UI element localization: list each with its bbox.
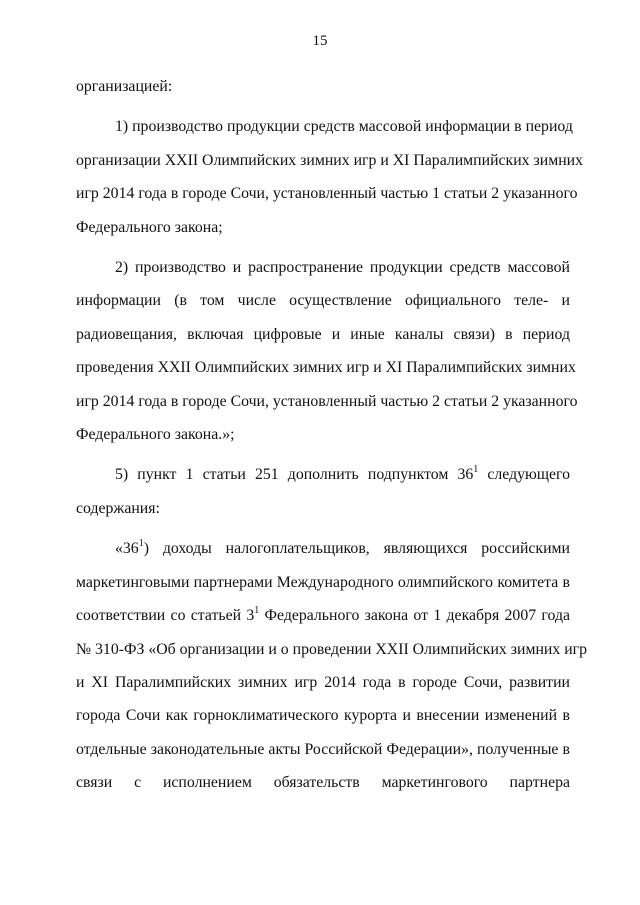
superscript: 1 <box>138 538 144 550</box>
text-fragment: «36 <box>115 540 139 558</box>
text-line: 2) производство и распространение продукции средств массовой <box>115 259 570 277</box>
text-line: радиовещания, включая цифровые и иные каналы связи) в период <box>76 325 570 343</box>
text-line: города Сочи как горноклиматического курорта и внесении изменений в <box>76 707 570 725</box>
text-line <box>76 599 570 632</box>
text-line: Федерального закона; <box>76 218 223 236</box>
text-line: информации (в том числе осуществление официального теле- и <box>76 292 570 310</box>
text-fragment: 5) пункт 1 статьи 251 дополнить подпунктом 36 <box>115 466 474 484</box>
item-2-paragraph <box>76 251 578 451</box>
superscript: 1 <box>473 464 479 476</box>
text-line: № 310-ФЗ «Об организации и о проведении XXII Олимпийских зимних игр <box>76 640 588 658</box>
text-line: игр 2014 года в городе Сочи, установленный частью 1 статьи 2 указанного <box>76 185 578 203</box>
item-5-paragraph <box>76 458 570 525</box>
text-line <box>76 458 570 491</box>
text-fragment: Федерального закона от 1 декабря 2007 года <box>259 607 570 625</box>
text-line: проведения XXII Олимпийских зимних игр и XI Паралимпийских зимних <box>76 359 576 377</box>
superscript: 1 <box>254 604 260 616</box>
item-1-paragraph <box>76 110 584 244</box>
text-fragment: следующего <box>478 466 570 484</box>
document-body <box>76 70 588 800</box>
page-number: 15 <box>312 33 328 49</box>
text-fragment: соответствии со статьей 3 <box>76 607 255 625</box>
text-line: связи с исполнением обязательств маркетингового партнера <box>76 774 570 792</box>
text-line: 1) производство продукции средств массовой информации в период <box>115 118 573 136</box>
text-line: организацией: <box>76 78 173 95</box>
text-line: отдельные законодательные акты Российской Федерации», полученные в <box>76 740 570 758</box>
text-line: и XI Паралимпийских зимних игр 2014 года в городе Сочи, развитии <box>76 673 570 691</box>
text-line: содержания: <box>76 499 160 517</box>
intro-paragraph <box>76 70 570 103</box>
subpoint-36-paragraph <box>76 532 588 799</box>
text-line: маркетинговыми партнерами Международного олимпийского комитета в <box>76 573 570 591</box>
text-line <box>76 532 570 565</box>
text-line: организации XXII Олимпийских зимних игр и XI Паралимпийских зимних <box>76 151 584 169</box>
text-line: игр 2014 года в городе Сочи, установленный частью 2 статьи 2 указанного <box>76 392 578 410</box>
text-line: Федерального закона.»; <box>76 426 235 444</box>
text-fragment: ) доходы налогоплательщиков, являющихся российскими <box>143 540 570 558</box>
